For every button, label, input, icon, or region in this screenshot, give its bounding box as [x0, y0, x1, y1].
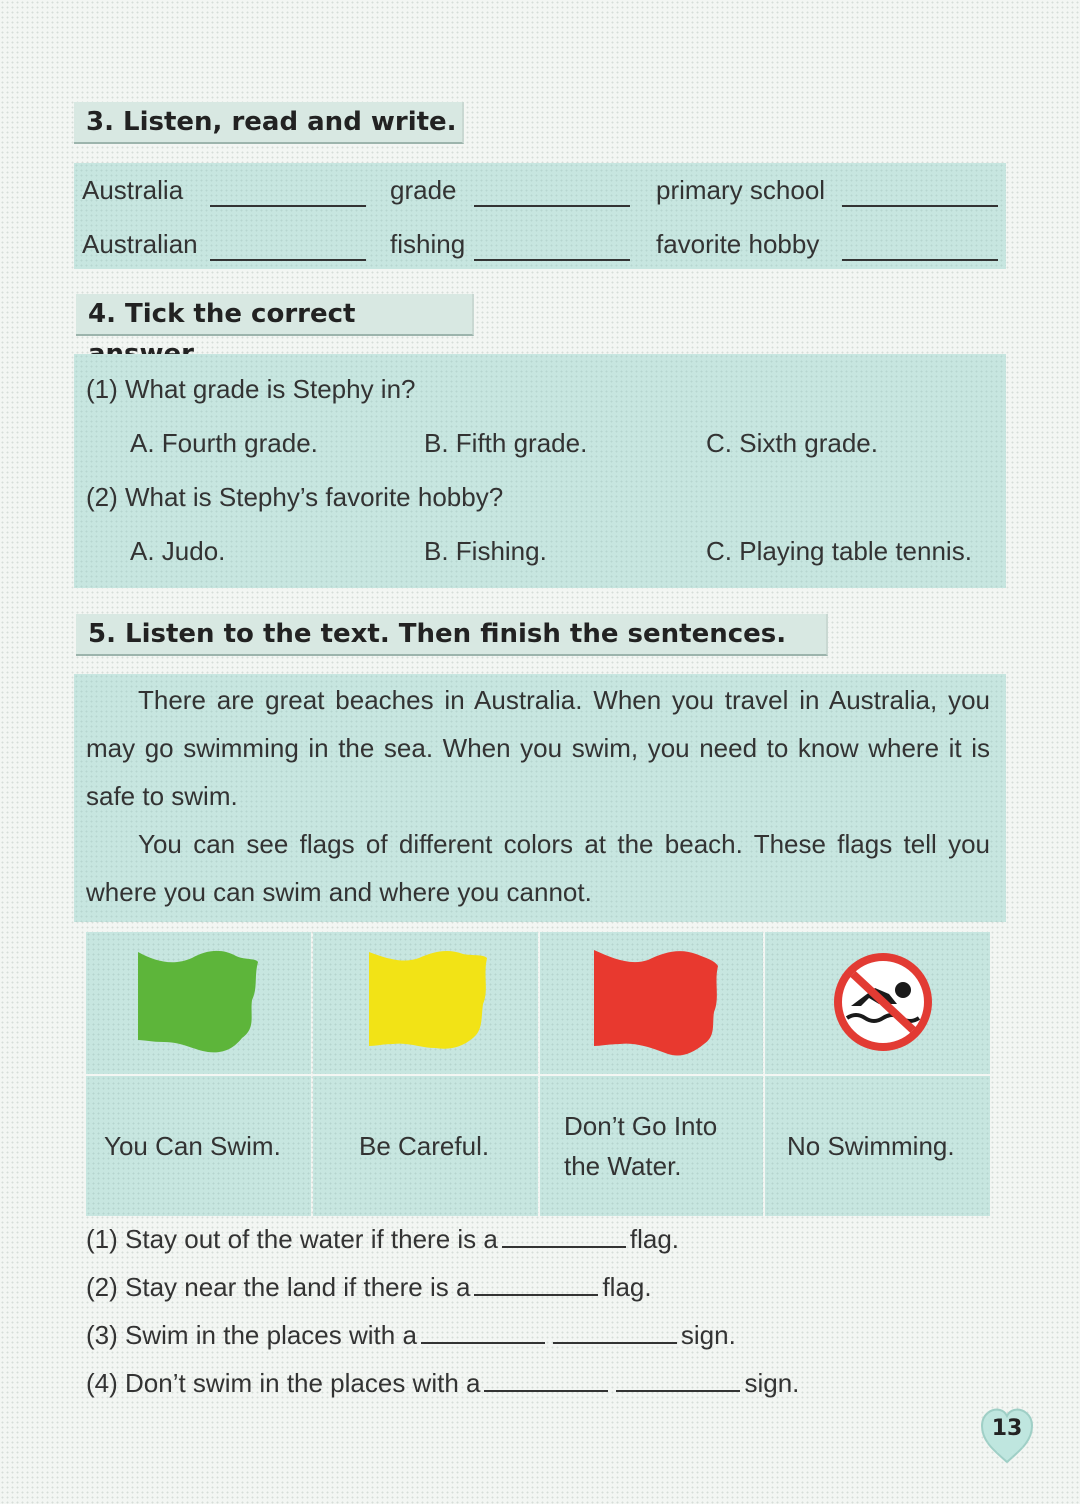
answer-blank[interactable]	[421, 1320, 545, 1344]
answer-blank[interactable]	[842, 259, 998, 261]
sentence-text: flag.	[602, 1272, 652, 1302]
sentence-text: (4) Don’t swim in the places with a	[86, 1368, 481, 1398]
answer-blank[interactable]	[474, 259, 630, 261]
vocab-word: favorite hobby	[656, 229, 820, 259]
answer-blank[interactable]	[484, 1368, 608, 1392]
answer-option[interactable]: A. Fourth grade.	[130, 428, 318, 458]
sentence-text: (1) Stay out of the water if there is a	[86, 1224, 498, 1254]
page-number-badge	[978, 1404, 1036, 1466]
fill-in-sentence	[86, 1224, 679, 1255]
fill-in-sentence	[86, 1272, 652, 1303]
sentence-text: (2) Stay near the land if there is a	[86, 1272, 471, 1302]
answer-blank[interactable]	[474, 205, 630, 207]
answer-option[interactable]: C. Sixth grade.	[706, 428, 878, 458]
sentence-text: flag.	[629, 1224, 680, 1254]
answer-blank[interactable]	[474, 1272, 598, 1296]
answer-blank[interactable]	[210, 205, 366, 207]
sign-label: You Can Swim.	[104, 1131, 281, 1161]
sentence-text: sign.	[744, 1368, 800, 1398]
sign-cell	[86, 932, 311, 1074]
reading-paragraph: There are great beaches in Australia. When you travel in Australia, you may go swimming in the sea. When you swim, you need to know where it is safe to swim.	[86, 685, 990, 811]
answer-blank[interactable]	[842, 205, 998, 207]
vocab-word: primary school	[656, 175, 826, 205]
red-flag-icon	[540, 932, 763, 1074]
section-4-heading: 4. Tick the correct	[76, 294, 474, 336]
sign-label: Don’t Go Into the Water.	[564, 1111, 718, 1181]
answer-blank[interactable]	[502, 1224, 626, 1248]
green-flag-icon	[86, 932, 311, 1074]
sign-label-cell	[313, 1076, 538, 1216]
sign-cell	[540, 932, 763, 1074]
sign-label-cell	[765, 1076, 990, 1216]
sentence-text: sign.	[680, 1320, 736, 1350]
answer-option[interactable]: B. Fishing.	[424, 536, 547, 566]
answer-option[interactable]: A. Judo.	[130, 536, 226, 566]
vocabulary-panel	[74, 163, 1006, 269]
fill-in-sentence	[86, 1368, 799, 1399]
answer-blank[interactable]	[553, 1320, 677, 1344]
yellow-flag-icon	[313, 932, 538, 1074]
answer-blank[interactable]	[616, 1368, 740, 1392]
sentence-text: (3) Swim in the places with a	[86, 1320, 417, 1350]
page-number: 13	[991, 1416, 1023, 1441]
vocab-word: grade	[390, 175, 457, 205]
answer-option[interactable]: C. Playing table tennis.	[706, 536, 972, 566]
vocab-word: Australian	[82, 229, 198, 259]
no-swimming-icon	[765, 932, 990, 1074]
sign-cell	[313, 932, 538, 1074]
sign-label-cell	[86, 1076, 311, 1216]
sign-cell	[765, 932, 990, 1074]
question-text: (2) What is Stephy’s favorite hobby?	[86, 482, 504, 512]
reading-paragraph: You can see flags of different colors at the beach. These flags tell you where you can swim and where you cannot.	[86, 829, 990, 907]
question-text: (1) What grade is Stephy in?	[86, 374, 416, 404]
answer-option[interactable]: B. Fifth grade.	[424, 428, 588, 458]
section-3-heading: 3. Listen, read and write.	[74, 102, 464, 144]
sign-label: No Swimming.	[787, 1131, 955, 1161]
section-5-heading: 5. Listen to the text. Then finish the sentences.	[76, 614, 828, 656]
vocab-word: fishing	[390, 229, 466, 259]
answer-blank[interactable]	[210, 259, 366, 261]
multiple-choice-panel	[74, 354, 1006, 588]
vocab-word: Australia	[82, 175, 184, 205]
sign-label: Be Careful.	[359, 1131, 490, 1161]
sign-label-cell	[540, 1076, 763, 1216]
fill-in-sentence	[86, 1320, 736, 1351]
